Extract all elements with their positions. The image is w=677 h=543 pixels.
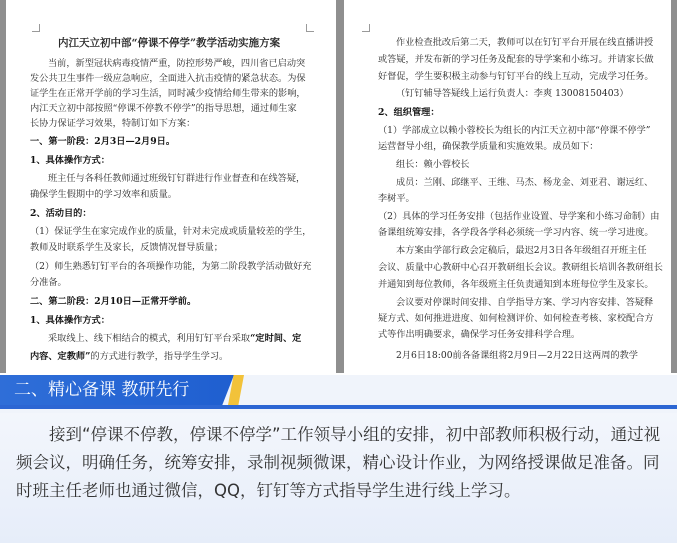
emphasis-text: 内容、定教师” [30,351,91,362]
body-text: 的方式进行教学，指导学生学习。 [90,351,229,362]
body-line: （1）保证学生在家完成作业的质量，针对未完成或质量较差的学生， [30,226,312,237]
body-line [30,351,228,363]
body-line: （2）具体的学习任务安排（包括作业设置、导学案和小练习命制）由 [378,211,660,222]
intro-line: 长协力保证学习效果，特制订如下方案： [30,118,196,129]
activity-purpose-heading: 2、活动目的： [30,208,92,219]
body-line: 式等作出明确要求，确保学习任务安排科学合理。 [378,329,581,340]
body-line: （1）学部成立以赖小蓉校长为组长的内江天立初中部“停课不停学” [378,125,651,136]
members-line: 成员：兰刚、邱继平、王维、马杰、杨龙金、刘亚君、谢远红、 [396,177,654,188]
body-line: （2）师生熟悉钉钉平台的各项操作功能，为第二阶段教学活动做好充 [30,261,312,272]
content-paragraph: 接到“停课不停教，停课不停学”工作领导小组的安排，初中部教师积极行动，通过视频会议，明确任务，统筹安排，录制视频微课，精心设计作业，为网络授课做足准备。同时班主任老师也通过微信，QQ，钉钉等方式指导学生进行线上学习。 [16,425,661,500]
corner-mark-top-right [306,24,314,32]
left-document-page [6,0,336,373]
body-text: 采取线上、线下相结合的模式，利用钉钉平台采取 [48,333,251,344]
leader-line: 组长：赖小蓉校长 [396,159,470,170]
operation-method-heading: 1、具体操作方式： [30,315,110,326]
section-banner [0,375,677,413]
banner-underline [0,405,677,409]
content-panel [0,413,677,543]
body-line: 或答疑，并发布新的学习任务及配套的导学案和小练习。并请家长做 [378,54,654,65]
body-line [48,333,301,345]
body-line: 确保学生假期中的学习效率和质量。 [30,189,177,200]
intro-line: 证学生在正常开学前的学习生活，同时减少疫情给师生带来的影响， [30,88,306,99]
body-line: 好督促，学生要积极主动参与钉钉平台的线上互动，完成学习任务。 [378,71,654,82]
body-line: 本方案由学部行政会定稿后，最迟2月3日各年级组召开班主任 [396,245,647,256]
body-line: 并通知到每位教师，各年级班主任负责通知到本班每位学生及家长。 [378,279,654,290]
phase-two-heading: 二、第二阶段：2月10日—正常开学前。 [30,296,197,307]
section-title: 二、精心备课 教研先行 [14,380,190,400]
body-line: 教师及时联系学生及家长，反馈情况督导质量； [30,242,223,253]
organization-heading: 2、组织管理： [378,107,440,118]
intro-line: 内江天立初中部按照“停课不停教不停学”的指导思想，通过师生家 [30,103,297,114]
body-line: 李树平。 [378,193,415,204]
body-line: 会议要对停课时间安排、自学指导方案、学习内容安排、答疑释 [396,297,654,308]
body-line: 作业检查批改后第二天，教师可以在钉钉平台开展在线直播讲授 [396,37,654,48]
body-line: 2月6日18:00前各备课组将2月9日—2月22日这两周的教学 [396,350,638,361]
corner-mark-top-left [32,24,40,32]
body-line: 会议、质量中心教研中心召开教研组长会议。教研组长培训各教研组长 [378,262,663,273]
corner-mark-top-left [362,24,370,32]
body-line: 备课组统筹安排，各学段各学科必须统一学习内容、统一学习进度。 [378,227,654,238]
body-line: 疑方式、如何推进进度、如何检测评价、如何检查考核、家校配合方 [378,313,654,324]
intro-line: 发公共卫生事件一级应急响应，全面进入抗击疫情的紧急状态。为保 [30,73,306,84]
operation-method-heading: 1、具体操作方式： [30,155,110,166]
right-document-page [344,0,671,373]
emphasis-text: “定时间、定 [250,333,302,344]
phase-one-heading: 一、第一阶段：2月3日—2月9日。 [30,136,176,147]
intro-line: 当前，新型冠状病毒疫情严重，防控形势严峻，四川省已启动突 [48,58,306,69]
body-line: 运营督导小组，确保教学质量和实施效果。成员如下： [378,141,599,152]
document-title: 内江天立初中部“停课不停学”教学活动实施方案 [58,37,281,49]
body-line: 班主任与各科任教师通过班级钉钉群进行作业督查和在线答疑， [48,173,306,184]
body-line: 分准备。 [30,277,67,288]
contact-line: （钉钉辅导答疑线上运行负责人：李爽 13008150403） [396,88,629,99]
